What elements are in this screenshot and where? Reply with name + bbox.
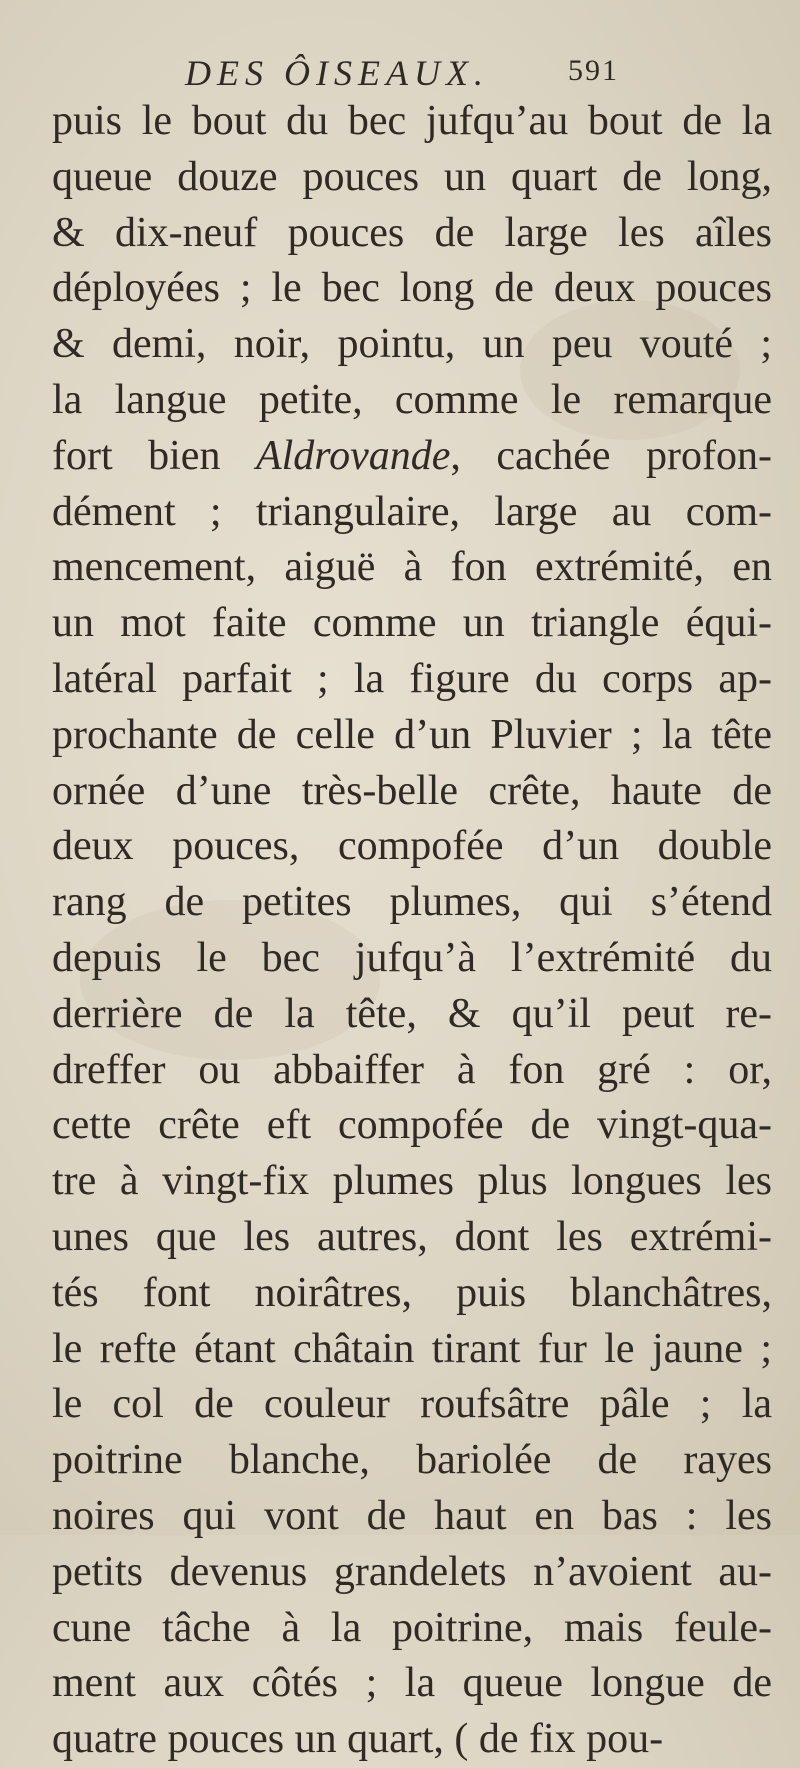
text-line — [52, 429, 772, 485]
text-line: prochante de celle d’un Pluvier ; la tête — [52, 711, 772, 758]
text-line: dreffer ou abbaiffer à fon gré : or, — [52, 1046, 772, 1093]
text-fragment: , cachée profon- — [450, 432, 773, 479]
text-line: le refte étant châtain tirant fur le jaune ; — [52, 1325, 772, 1372]
text-line: cette crête eft compofée de vingt-qua- — [52, 1102, 772, 1149]
text-line: mencement, aiguë à fon extrémité, en — [52, 544, 772, 591]
running-header — [185, 52, 765, 96]
text-line: tre à vingt-fix plumes plus longues les — [52, 1158, 772, 1205]
text-line: & dix-neuf pouces de large les aîles — [52, 209, 772, 256]
text-line: poitrine blanche, bariolée de rayes — [52, 1437, 772, 1484]
text-line: le col de couleur roufsâtre pâle ; la — [52, 1381, 772, 1428]
text-line: latéral parfait ; la figure du corps ap- — [52, 655, 772, 702]
text-line: cune tâche à la poitrine, mais feule- — [52, 1604, 772, 1651]
text-line: rang de petites plumes, qui s’étend — [52, 879, 772, 926]
author-name: Aldrovande — [255, 432, 451, 479]
page-number: 591 — [568, 54, 619, 87]
text-line: puis le bout du bec jufqu’au bout de la — [52, 98, 772, 144]
text-line: unes que les autres, dont les extrémi- — [52, 1213, 772, 1260]
text-line: déployées ; le bec long de deux pouces — [52, 265, 772, 312]
text-line: deux pouces, compofée d’un double — [52, 823, 772, 870]
text-fragment: fort bien — [52, 432, 221, 479]
text-line: depuis le bec jufqu’à l’extrémité du — [52, 934, 772, 981]
body-text — [52, 94, 772, 1768]
text-line: derrière de la tête, & qu’il peut re- — [52, 990, 772, 1037]
running-title: DES ÔISEAUX. — [185, 53, 489, 93]
text-line: noires qui vont de haut en bas : les — [52, 1492, 772, 1539]
text-line: ornée d’une très-belle crête, haute de — [52, 767, 772, 814]
text-line: & demi, noir, pointu, un peu vouté ; — [52, 321, 772, 368]
text-line: la langue petite, comme le remarque — [52, 376, 772, 423]
text-line: dément ; triangulaire, large au com- — [52, 488, 772, 535]
text-line: quatre pouces un quart, ( de fix pou- — [52, 1716, 664, 1763]
text-line: queue douze pouces un quart de long, — [52, 153, 772, 200]
text-line: un mot faite comme un triangle équi- — [52, 600, 772, 647]
text-line: tés font noirâtres, puis blanchâtres, — [52, 1269, 772, 1316]
text-line: petits devenus grandelets n’avoient au- — [52, 1548, 772, 1595]
text-line: ment aux côtés ; la queue longue de — [52, 1660, 772, 1707]
